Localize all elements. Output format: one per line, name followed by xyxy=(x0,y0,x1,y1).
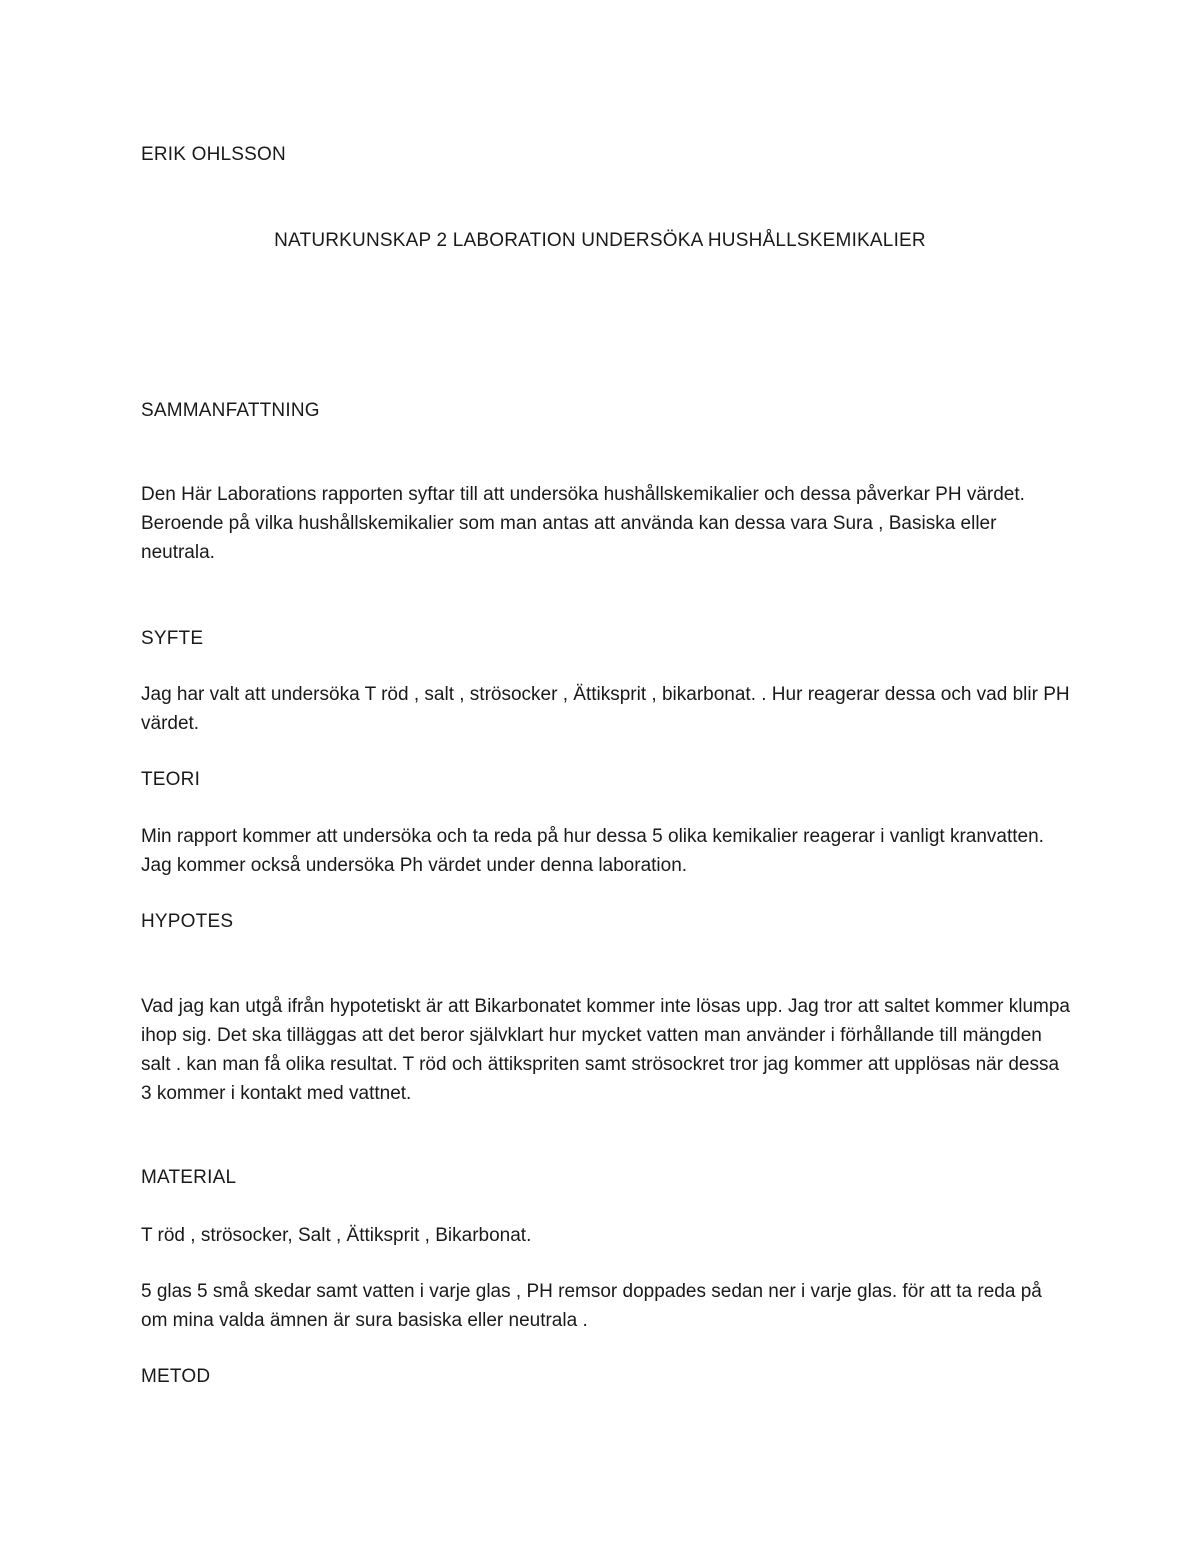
paragraph-sammanfattning: Den Här Laborations rapporten syftar till att undersöka hushållskemikalier och dessa påverkar PH värdet. Beroende på vilka hushållskemikalier som man antas att använda kan dessa vara Sura , Basiska eller neutrala. xyxy=(141,484,1025,563)
heading-hypotes: HYPOTES xyxy=(141,911,234,932)
paragraph-syfte: Jag har valt att undersöka T röd , salt , strösocker , Ättiksprit , bikarbonat. . Hur reagerar dessa och vad blir PH värdet. xyxy=(141,684,1070,734)
heading-material: MATERIAL xyxy=(141,1167,237,1188)
heading-teori: TEORI xyxy=(141,769,201,790)
paragraph-material-equipment: 5 glas 5 små skedar samt vatten i varje glas , PH remsor doppades sedan ner i varje glas. för att ta reda på om mina valda ämnen är sura basiska eller neutrala . xyxy=(141,1281,1042,1331)
paragraph-hypotes: Vad jag kan utgå ifrån hypotetiskt är att Bikarbonatet kommer inte lösas upp. Jag tror att saltet kommer klumpa ihop sig. Det ska tilläggas att det beror självklart hur mycket vatten man använder i förhållande till mängden salt . kan man få olika resultat. T röd och ättikspriten samt strösockret tror jag kommer att upplösas när dessa 3 kommer i kontakt med vattnet. xyxy=(141,996,1070,1104)
author-name: ERIK OHLSSON xyxy=(141,144,286,165)
paragraph-material-items: T röd , strösocker, Salt , Ättiksprit , Bikarbonat. xyxy=(141,1225,532,1246)
paragraph-teori: Min rapport kommer att undersöka och ta reda på hur dessa 5 olika kemikalier reagerar i vanligt kranvatten. Jag kommer också undersöka Ph värdet under denna laboration. xyxy=(141,826,1044,876)
document-title: NATURKUNSKAP 2 LABORATION UNDERSÖKA HUSHÅLLSKEMIKALIER xyxy=(274,230,926,251)
heading-metod: METOD xyxy=(141,1366,211,1387)
heading-syfte: SYFTE xyxy=(141,628,204,649)
heading-sammanfattning: SAMMANFATTNING xyxy=(141,400,320,421)
